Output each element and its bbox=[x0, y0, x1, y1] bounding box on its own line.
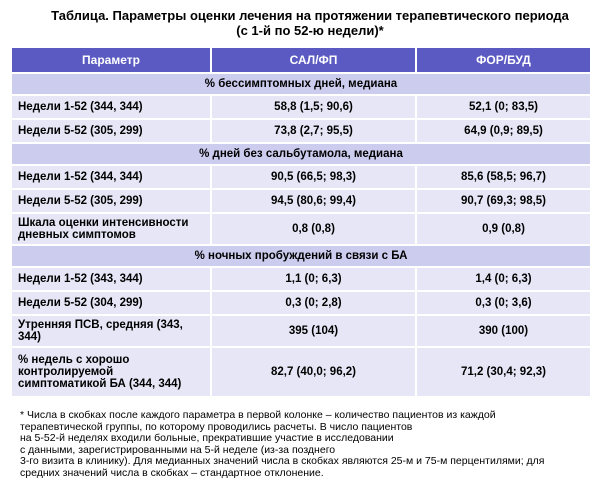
for-bud-value: 1,4 (0; 6,3) bbox=[416, 267, 591, 291]
table-row bbox=[11, 213, 591, 245]
for-bud-value: 0,9 (0,8) bbox=[416, 213, 591, 245]
row-label: Недели 1-52 (344, 344) bbox=[11, 165, 211, 189]
row-label: Недели 1-52 (343, 344) bbox=[11, 267, 211, 291]
table-title-line-1: Таблица. Параметры оценки лечения на протяжении терапевтического периода bbox=[51, 8, 569, 23]
for-bud-value: 0,3 (0; 3,6) bbox=[416, 291, 591, 315]
footnote-line: 3-го визита в клинику). Для медианных значений числа в скобках являются 25-м и 75-м перцентилями; для bbox=[20, 455, 545, 467]
for-bud-value: 71,2 (30,4; 92,3) bbox=[416, 347, 591, 397]
sal-fp-value: 90,5 (66,5; 98,3) bbox=[211, 165, 416, 189]
table-row bbox=[11, 291, 591, 315]
table-title-line-2: (с 1-й по 52-ю недели)* bbox=[236, 23, 384, 38]
sal-fp-value: 94,5 (80,6; 99,4) bbox=[211, 189, 416, 213]
table-row bbox=[11, 189, 591, 213]
row-label: Недели 5-52 (305, 299) bbox=[11, 189, 211, 213]
footnote-line: с данными, зарегистрированными на 5-й неделе (из-за позднего bbox=[20, 443, 336, 456]
table-row bbox=[11, 347, 591, 397]
section-header-row bbox=[11, 73, 591, 95]
footnote-line: средних значений числа в скобках – стандартное отклонение. bbox=[20, 466, 324, 479]
table-row bbox=[11, 165, 591, 189]
header-sal-fp: САЛ/ФП bbox=[211, 47, 416, 73]
table-row bbox=[11, 267, 591, 291]
for-bud-value: 52,1 (0; 83,5) bbox=[416, 95, 591, 119]
table-title bbox=[30, 8, 590, 38]
row-label: Утренняя ПСВ, средняя (343, 344) bbox=[11, 315, 211, 347]
row-label: Недели 1-52 (344, 344) bbox=[11, 95, 211, 119]
table-row bbox=[11, 315, 591, 347]
for-bud-value: 85,6 (58,5; 96,7) bbox=[416, 165, 591, 189]
sal-fp-value: 395 (104) bbox=[211, 315, 416, 347]
footnote-line: терапевтической группы, по которому проводились расчеты. В число пациентов bbox=[20, 420, 413, 433]
for-bud-value: 390 (100) bbox=[416, 315, 591, 347]
row-label: % недель с хорошо контролируемой симптоматикой БА (344, 344) bbox=[11, 347, 211, 397]
footnote bbox=[20, 410, 590, 479]
table-row bbox=[11, 95, 591, 119]
section-header-row bbox=[11, 143, 591, 165]
section-title: % бессимптомных дней, медиана bbox=[11, 73, 591, 95]
sal-fp-value: 58,8 (1,5; 90,6) bbox=[211, 95, 416, 119]
sal-fp-value: 1,1 (0; 6,3) bbox=[211, 267, 416, 291]
sal-fp-value: 0,8 (0,8) bbox=[211, 213, 416, 245]
footnote-line: на 5-52-й неделях входили больные, прекратившие участие в исследовании bbox=[20, 432, 394, 444]
sal-fp-value: 82,7 (40,0; 96,2) bbox=[211, 347, 416, 397]
table-row bbox=[11, 119, 591, 143]
for-bud-value: 90,7 (69,3; 98,5) bbox=[416, 189, 591, 213]
section-title: % дней без сальбутамола, медиана bbox=[11, 143, 591, 165]
header-for-bud: ФОР/БУД bbox=[416, 47, 591, 73]
row-label: Недели 5-52 (304, 299) bbox=[11, 291, 211, 315]
parameters-table bbox=[10, 46, 592, 398]
section-title: % ночных пробуждений в связи с БА bbox=[11, 245, 591, 267]
sal-fp-value: 73,8 (2,7; 95,5) bbox=[211, 119, 416, 143]
row-label: Недели 5-52 (305, 299) bbox=[11, 119, 211, 143]
sal-fp-value: 0,3 (0; 2,8) bbox=[211, 291, 416, 315]
footnote-line: * Числа в скобках после каждого параметра в первой колонке – количество пациентов из каждой bbox=[20, 409, 496, 421]
table-header-row bbox=[11, 47, 591, 73]
section-header-row bbox=[11, 245, 591, 267]
for-bud-value: 64,9 (0,9; 89,5) bbox=[416, 119, 591, 143]
header-parameter: Параметр bbox=[11, 47, 211, 73]
row-label: Шкала оценки интенсивности дневных симптомов bbox=[11, 213, 211, 245]
